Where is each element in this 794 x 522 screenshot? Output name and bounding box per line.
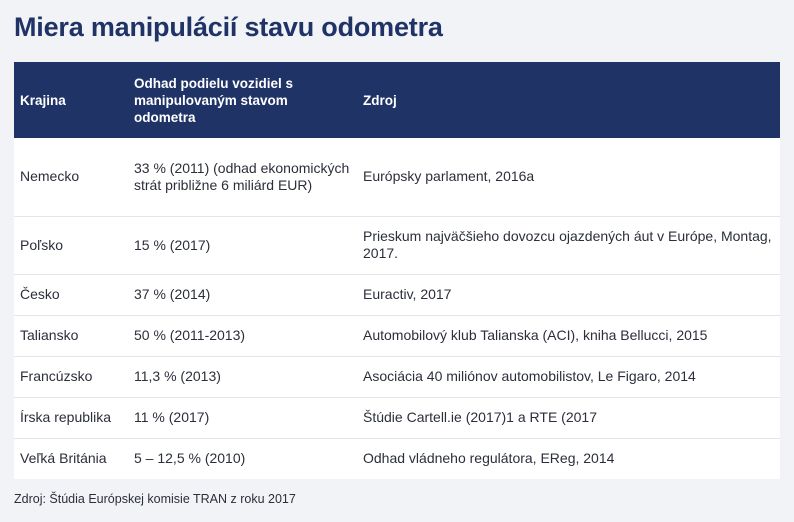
cell-country: Veľká Británia bbox=[20, 450, 107, 467]
table-row bbox=[14, 138, 780, 216]
cell-estimate: 37 % (2014) bbox=[128, 274, 357, 315]
cell-estimate: 11 % (2017) bbox=[128, 397, 357, 438]
cell-source: Prieskum najväčšieho dovozcu ojazdených áut v Európe, Montag, 2017. bbox=[357, 216, 780, 274]
table-row bbox=[14, 397, 780, 438]
cell-country: Nemecko bbox=[14, 138, 128, 216]
cell-estimate: 50 % (2011-2013) bbox=[128, 315, 357, 356]
cell-country: Česko bbox=[14, 274, 128, 315]
cell-estimate: 5 – 12,5 % (2010) bbox=[134, 450, 246, 467]
source-footnote: Zdroj: Štúdia Európskej komisie TRAN z roku 2017 bbox=[14, 492, 296, 506]
page-title: Miera manipulácií stavu odometra bbox=[14, 12, 443, 42]
cell-estimate: 33 % (2011) (odhad ekonomických strát približne 6 miliárd EUR) bbox=[128, 138, 357, 216]
cell-source: Štúdie Cartell.ie (2017)1 a RTE (2017 bbox=[357, 397, 780, 438]
cell-country: Írska republika bbox=[14, 397, 128, 438]
odometer-table bbox=[14, 62, 780, 479]
table-row bbox=[14, 356, 780, 397]
cell-source: Automobilový klub Talianska (ACI), kniha Bellucci, 2015 bbox=[357, 315, 780, 356]
header-country: Krajina bbox=[20, 92, 66, 108]
table-row bbox=[14, 438, 780, 479]
cell-source: Európsky parlament, 2016a bbox=[357, 138, 780, 216]
cell-estimate: 11,3 % (2013) bbox=[128, 356, 357, 397]
table-row bbox=[14, 315, 780, 356]
cell-source: Asociácia 40 miliónov automobilistov, Le Figaro, 2014 bbox=[357, 356, 780, 397]
table-header bbox=[14, 62, 780, 138]
header-estimate: Odhad podielu vozidiel s manipulovaným stavom odometra bbox=[134, 75, 294, 125]
cell-country: Francúzsko bbox=[14, 356, 128, 397]
table-row bbox=[14, 274, 780, 315]
cell-country: Taliansko bbox=[14, 315, 128, 356]
cell-country: Poľsko bbox=[14, 216, 128, 274]
table-row bbox=[14, 216, 780, 274]
cell-estimate: 15 % (2017) bbox=[128, 216, 357, 274]
cell-source: Euractiv, 2017 bbox=[357, 274, 780, 315]
cell-source: Odhad vládneho regulátora, EReg, 2014 bbox=[363, 450, 615, 467]
header-source: Zdroj bbox=[363, 92, 397, 108]
